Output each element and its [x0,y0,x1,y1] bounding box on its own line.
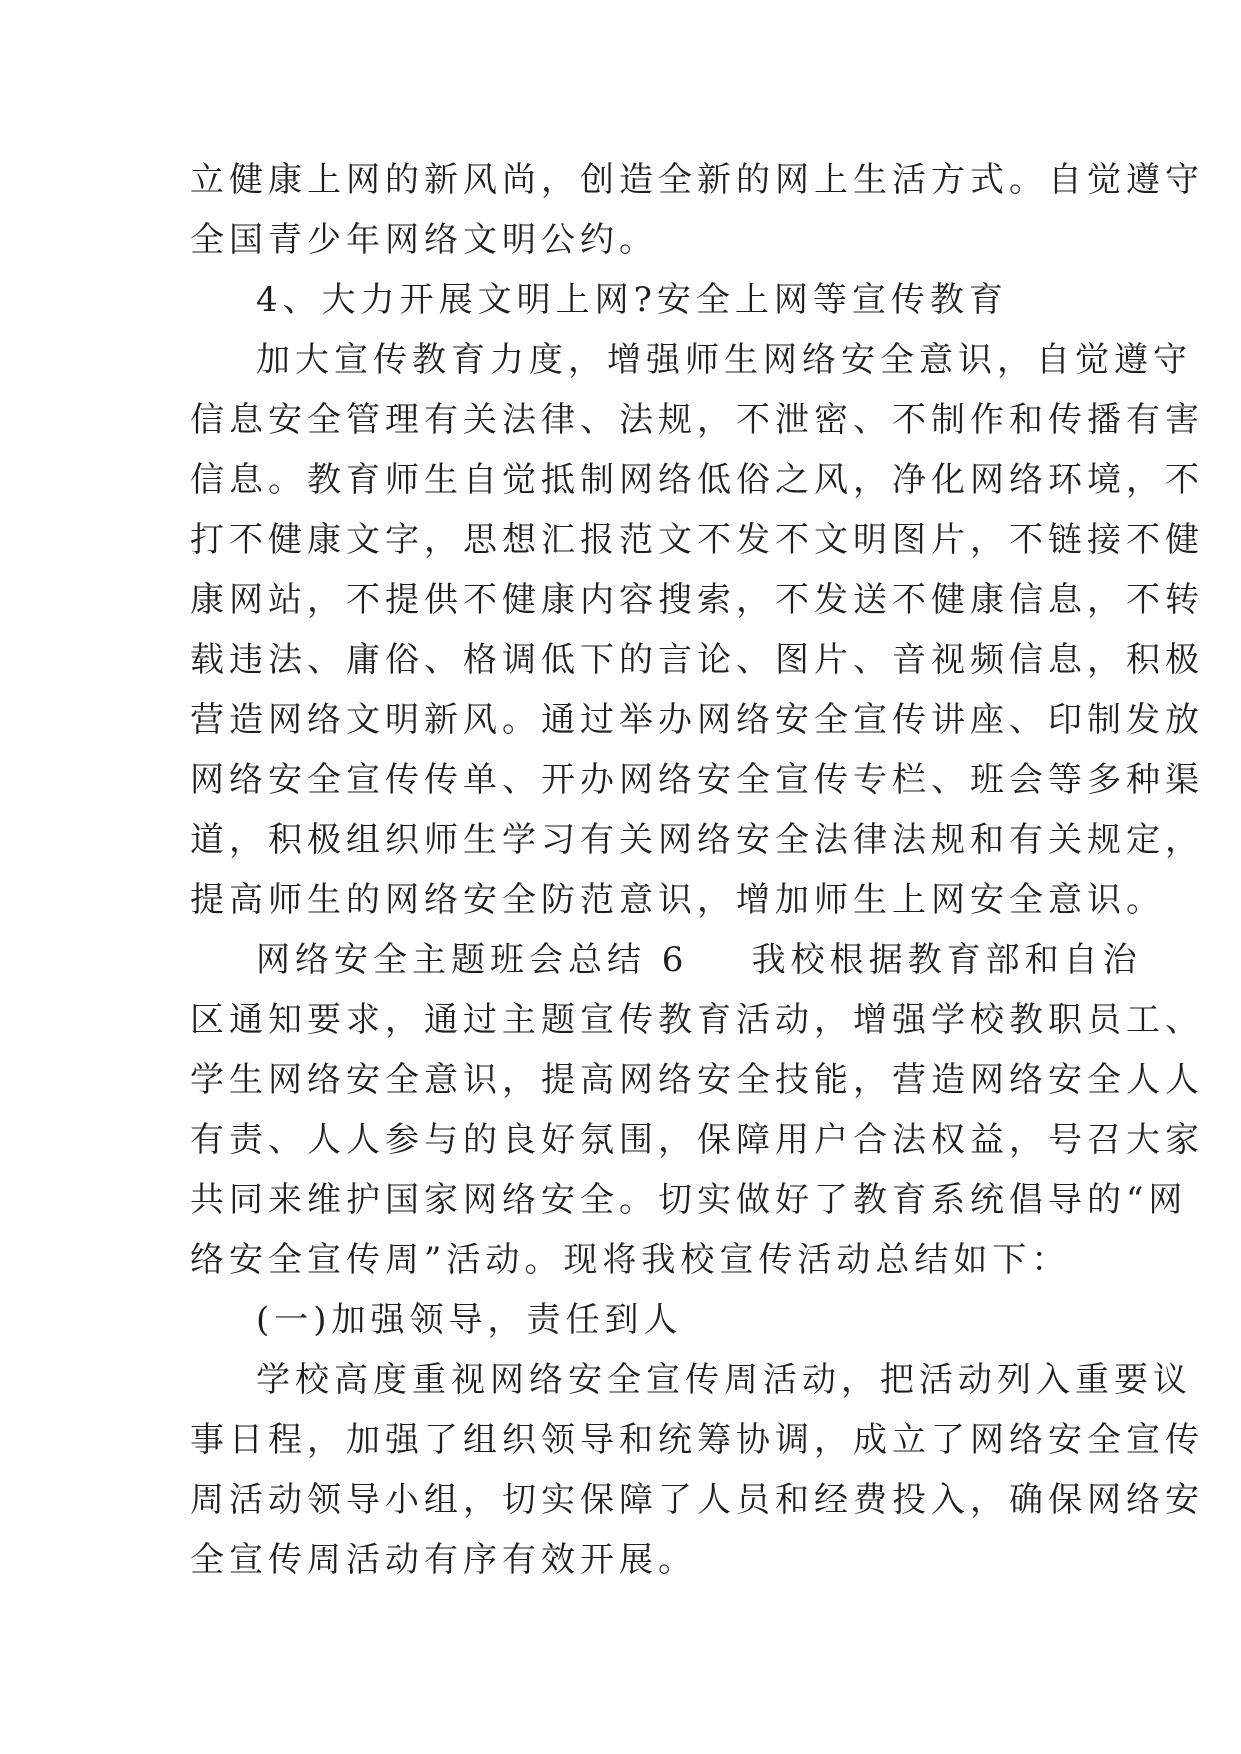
text-line-2: 全国青少年网络文明公约。 [190,220,658,260]
text-line-18: 共同来维护国家网络安全。切实做好了教育系统倡导的“网 [190,1180,1188,1220]
text-line-13: 提高师生的网络安全防范意识，增加师生上网安全意识。 [190,880,1165,920]
text-line-8: 康网站，不提供不健康内容搜索，不发送不健康信息，不转 [190,580,1204,620]
text-line-6: 信息。教育师生自觉抵制网络低俗之风，净化网络环境，不 [190,460,1204,500]
text-line-1: 立健康上网的新风尚，创造全新的网上生活方式。自觉遵守 [190,160,1204,200]
text-line-12: 道，积极组织师生学习有关网络安全法律法规和有关规定， [190,820,1204,860]
text-line-10: 营造网络文明新风。通过举办网络安全宣传讲座、印制发放 [190,700,1204,740]
subheading-1: (一)加强领导，责任到人 [256,1300,683,1340]
text-line-24: 全宣传周活动有序有效开展。 [190,1540,697,1580]
document-page [190,150,1204,1590]
text-line-23: 周活动领导小组，切实保障了人员和经费投入，确保网络安 [190,1480,1204,1520]
text-line-21: 学校高度重视网络安全宣传周活动，把活动列入重要议 [256,1360,1192,1400]
text-line-17: 有责、人人参与的良好氛围，保障用户合法权益，号召大家 [190,1120,1204,1160]
text-line-16: 学生网络安全意识，提高网络安全技能，营造网络安全人人 [190,1060,1204,1100]
section-heading-4: 4、大力开展文明上网?安全上网等宣传教育 [256,280,1008,320]
text-line-4: 加大宣传教育力度，增强师生网络安全意识，自觉遵守 [256,340,1192,380]
text-line-7: 打不健康文字，思想汇报范文不发不文明图片，不链接不健 [190,520,1204,560]
text-line-15: 区通知要求，通过主题宣传教育活动，增强学校教职员工、 [190,1000,1204,1040]
section-title-6: 网络安全主题班会总结 6 我校根据教育部和自治 [256,940,1142,980]
text-line-11: 网络安全宣传传单、开办网络安全宣传专栏、班会等多种渠 [190,760,1204,800]
text-line-22: 事日程，加强了组织领导和统筹协调，成立了网络安全宣传 [190,1420,1204,1460]
text-line-9: 载违法、庸俗、格调低下的言论、图片、音视频信息，积极 [190,640,1204,680]
text-line-19: 络安全宣传周”活动。现将我校宣传活动总结如下： [190,1240,1071,1280]
text-line-5: 信息安全管理有关法律、法规，不泄密、不制作和传播有害 [190,400,1204,440]
